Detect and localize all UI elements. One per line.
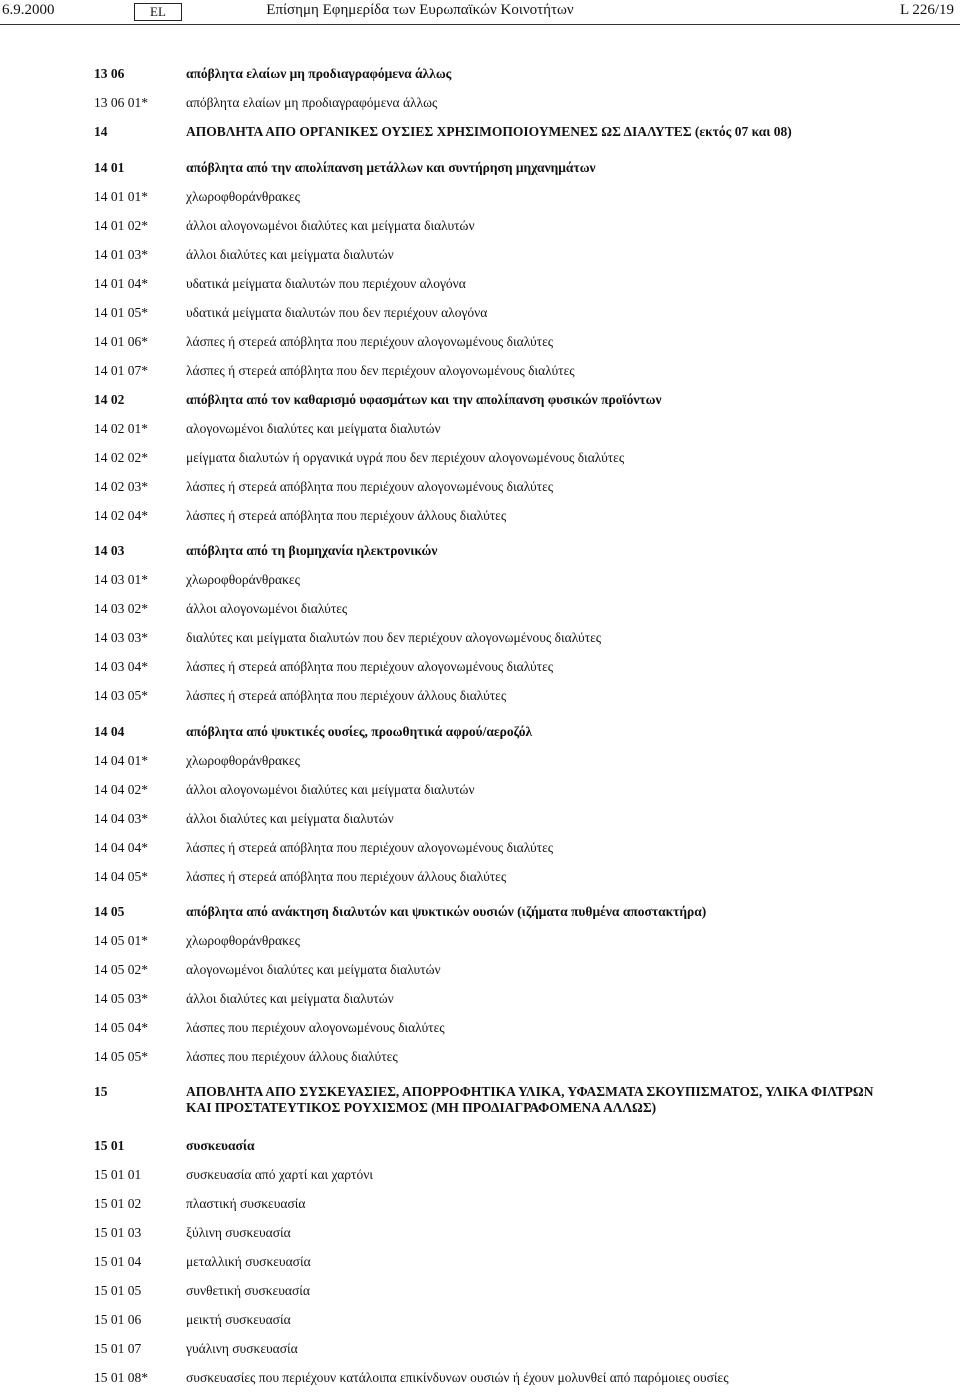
waste-code: 13 06 [94, 66, 125, 81]
waste-description: λάσπες ή στερεά απόβλητα που περιέχουν άλλους διαλύτες [186, 688, 507, 703]
waste-code: 14 05 01* [94, 933, 148, 948]
waste-description: διαλύτες και μείγματα διαλυτών που δεν περιέχουν αλογονωμένους διαλύτες [186, 630, 602, 645]
waste-code: 14 03 03* [94, 630, 148, 645]
waste-code: 14 02 03* [94, 479, 148, 494]
waste-description: άλλοι διαλύτες και μείγματα διαλυτών [186, 247, 394, 262]
waste-description: χλωροφθοράνθρακες [186, 933, 300, 948]
waste-description: απόβλητα από ψυκτικές ουσίες, προωθητικά αφρού/αεροζόλ [186, 724, 533, 739]
waste-code: 14 03 04* [94, 659, 148, 674]
waste-description: άλλοι αλογονωμένοι διαλύτες και μείγματα διαλυτών [186, 782, 475, 797]
waste-code: 14 03 05* [94, 688, 148, 703]
waste-description: συσκευασία [186, 1138, 255, 1153]
waste-description: άλλοι αλογονωμένοι διαλύτες και μείγματα διαλυτών [186, 218, 475, 233]
waste-code: 14 05 05* [94, 1049, 148, 1064]
waste-code: 14 01 02* [94, 218, 148, 233]
waste-description: λάσπες που περιέχουν άλλους διαλύτες [186, 1049, 398, 1064]
waste-code: 14 01 06* [94, 334, 148, 349]
waste-code: 14 05 02* [94, 962, 148, 977]
waste-code: 15 01 03 [94, 1225, 142, 1240]
waste-description: λάσπες που περιέχουν αλογονωμένους διαλύτες [186, 1020, 445, 1035]
waste-code: 15 [94, 1084, 108, 1099]
waste-code: 14 04 [94, 724, 125, 739]
waste-code: 14 02 04* [94, 508, 148, 523]
waste-description: συσκευασία από χαρτί και χαρτόνι [186, 1167, 373, 1182]
waste-description: λάσπες ή στερεά απόβλητα που δεν περιέχουν αλογονωμένους διαλύτες [186, 363, 575, 378]
waste-description: λάσπες ή στερεά απόβλητα που περιέχουν αλογονωμένους διαλύτες [186, 479, 554, 494]
waste-description: αλογονωμένοι διαλύτες και μείγματα διαλυτών [186, 421, 441, 436]
waste-description: λάσπες ή στερεά απόβλητα που περιέχουν αλογονωμένους διαλύτες [186, 659, 554, 674]
waste-description: απόβλητα από τη βιομηχανία ηλεκτρονικών [186, 543, 438, 558]
waste-code: 14 04 05* [94, 869, 148, 884]
waste-description: άλλοι διαλύτες και μείγματα διαλυτών [186, 811, 394, 826]
waste-code: 14 05 [94, 904, 125, 919]
waste-code: 15 01 04 [94, 1254, 142, 1269]
waste-code: 14 04 03* [94, 811, 148, 826]
waste-code: 14 01 05* [94, 305, 148, 320]
waste-code: 14 02 02* [94, 450, 148, 465]
waste-description: λάσπες ή στερεά απόβλητα που περιέχουν άλλους διαλύτες [186, 508, 507, 523]
waste-code: 15 01 06 [94, 1312, 142, 1327]
page-header [0, 0, 960, 28]
waste-code: 14 04 01* [94, 753, 148, 768]
waste-code: 14 01 04* [94, 276, 148, 291]
waste-description: ΑΠΟΒΛΗΤΑ ΑΠΟ ΟΡΓΑΝΙΚΕΣ ΟΥΣΙΕΣ ΧΡΗΣΙΜΟΠΟΙΟΥΜΕΝΕΣ ΩΣ ΔΙΑΛΥΤΕΣ (εκτός 07 και 08) [186, 124, 792, 139]
waste-description: λάσπες ή στερεά απόβλητα που περιέχουν αλογονωμένους διαλύτες [186, 334, 554, 349]
waste-description: ΑΠΟΒΛΗΤΑ ΑΠΟ ΣΥΣΚΕΥΑΣΙΕΣ, ΑΠΟΡΡΟΦΗΤΙΚΑ ΥΛΙΚΑ, ΥΦΑΣΜΑΤΑ ΣΚΟΥΠΙΣΜΑΤΟΣ, ΥΛΙΚΑ ΦΙΛΤΡΩΝ ΚΑΙ ΠΡΟΣΤΑΤΕΥΤΙΚΟΣ ΡΟΥΧΙΣΜΟΣ (ΜΗ ΠΡΟΔΙΑΓΡΑΦΟΜΕΝΑ ΑΛΛΩΣ) [186, 1084, 874, 1115]
waste-code: 14 02 [94, 392, 125, 407]
waste-description: λάσπες ή στερεά απόβλητα που περιέχουν αλογονωμένους διαλύτες [186, 840, 554, 855]
waste-description: πλαστική συσκευασία [186, 1196, 306, 1211]
waste-description: άλλοι αλογονωμένοι διαλύτες [186, 601, 348, 616]
waste-description: μεικτή συσκευασία [186, 1312, 291, 1327]
waste-description: απόβλητα από ανάκτηση διαλυτών και ψυκτικών ουσιών (ιζήματα πυθμένα αποστακτήρα) [186, 904, 707, 919]
waste-description: άλλοι διαλύτες και μείγματα διαλυτών [186, 991, 394, 1006]
waste-description: συσκευασίες που περιέχουν κατάλοιπα επικίνδυνων ουσιών ή έχουν μολυνθεί από παρόμοιες ουσίες [186, 1370, 729, 1385]
waste-code: 14 01 01* [94, 189, 148, 204]
waste-description: απόβλητα από τον καθαρισμό υφασμάτων και την απολίπανση φυσικών προϊόντων [186, 392, 662, 407]
waste-code: 15 01 08* [94, 1370, 148, 1385]
waste-description: απόβλητα ελαίων μη προδιαγραφόμενα άλλως [186, 66, 452, 81]
waste-code: 15 01 05 [94, 1283, 142, 1298]
waste-description: χλωροφθοράνθρακες [186, 189, 300, 204]
waste-code: 14 05 03* [94, 991, 148, 1006]
waste-code: 14 01 07* [94, 363, 148, 378]
waste-code: 14 01 [94, 160, 125, 175]
waste-code: 14 03 01* [94, 572, 148, 587]
page-number: L 226/19 [899, 2, 954, 18]
waste-code: 14 03 02* [94, 601, 148, 616]
waste-code: 14 03 [94, 543, 125, 558]
waste-description: μεταλλική συσκευασία [186, 1254, 311, 1269]
waste-code: 14 04 04* [94, 840, 148, 855]
waste-description: συνθετική συσκευασία [186, 1283, 310, 1298]
waste-code: 15 01 [94, 1138, 125, 1153]
waste-description: απόβλητα από την απολίπανση μετάλλων και συντήρηση μηχανημάτων [186, 160, 596, 175]
waste-code: 14 02 01* [94, 421, 148, 436]
waste-description: χλωροφθοράνθρακες [186, 753, 300, 768]
waste-description: υδατικά μείγματα διαλυτών που περιέχουν αλογόνα [186, 276, 466, 291]
waste-code: 15 01 02 [94, 1196, 142, 1211]
waste-description: μείγματα διαλυτών ή οργανικά υγρά που δεν περιέχουν αλογονωμένους διαλύτες [186, 450, 625, 465]
waste-code: 15 01 01 [94, 1167, 142, 1182]
waste-code: 15 01 07 [94, 1341, 142, 1356]
waste-description: ξύλινη συσκευασία [186, 1225, 291, 1240]
waste-description: αλογονωμένοι διαλύτες και μείγματα διαλυτών [186, 962, 441, 977]
language-badge: EL [134, 3, 182, 21]
waste-code: 14 01 03* [94, 247, 148, 262]
waste-description: χλωροφθοράνθρακες [186, 572, 300, 587]
publication-date: 6.9.2000 [2, 2, 55, 18]
header-divider [0, 24, 960, 25]
waste-description: λάσπες ή στερεά απόβλητα που περιέχουν άλλους διαλύτες [186, 869, 507, 884]
waste-code: 14 05 04* [94, 1020, 148, 1035]
journal-title: Επίσημη Εφημερίδα των Ευρωπαϊκών Κοινοτήτων [266, 2, 574, 18]
waste-code: 14 04 02* [94, 782, 148, 797]
waste-description: απόβλητα ελαίων μη προδιαγραφόμενα άλλως [186, 95, 438, 110]
waste-description: υδατικά μείγματα διαλυτών που δεν περιέχουν αλογόνα [186, 305, 488, 320]
waste-code: 13 06 01* [94, 95, 148, 110]
waste-code: 14 [94, 124, 108, 139]
waste-description: γυάλινη συσκευασία [186, 1341, 298, 1356]
